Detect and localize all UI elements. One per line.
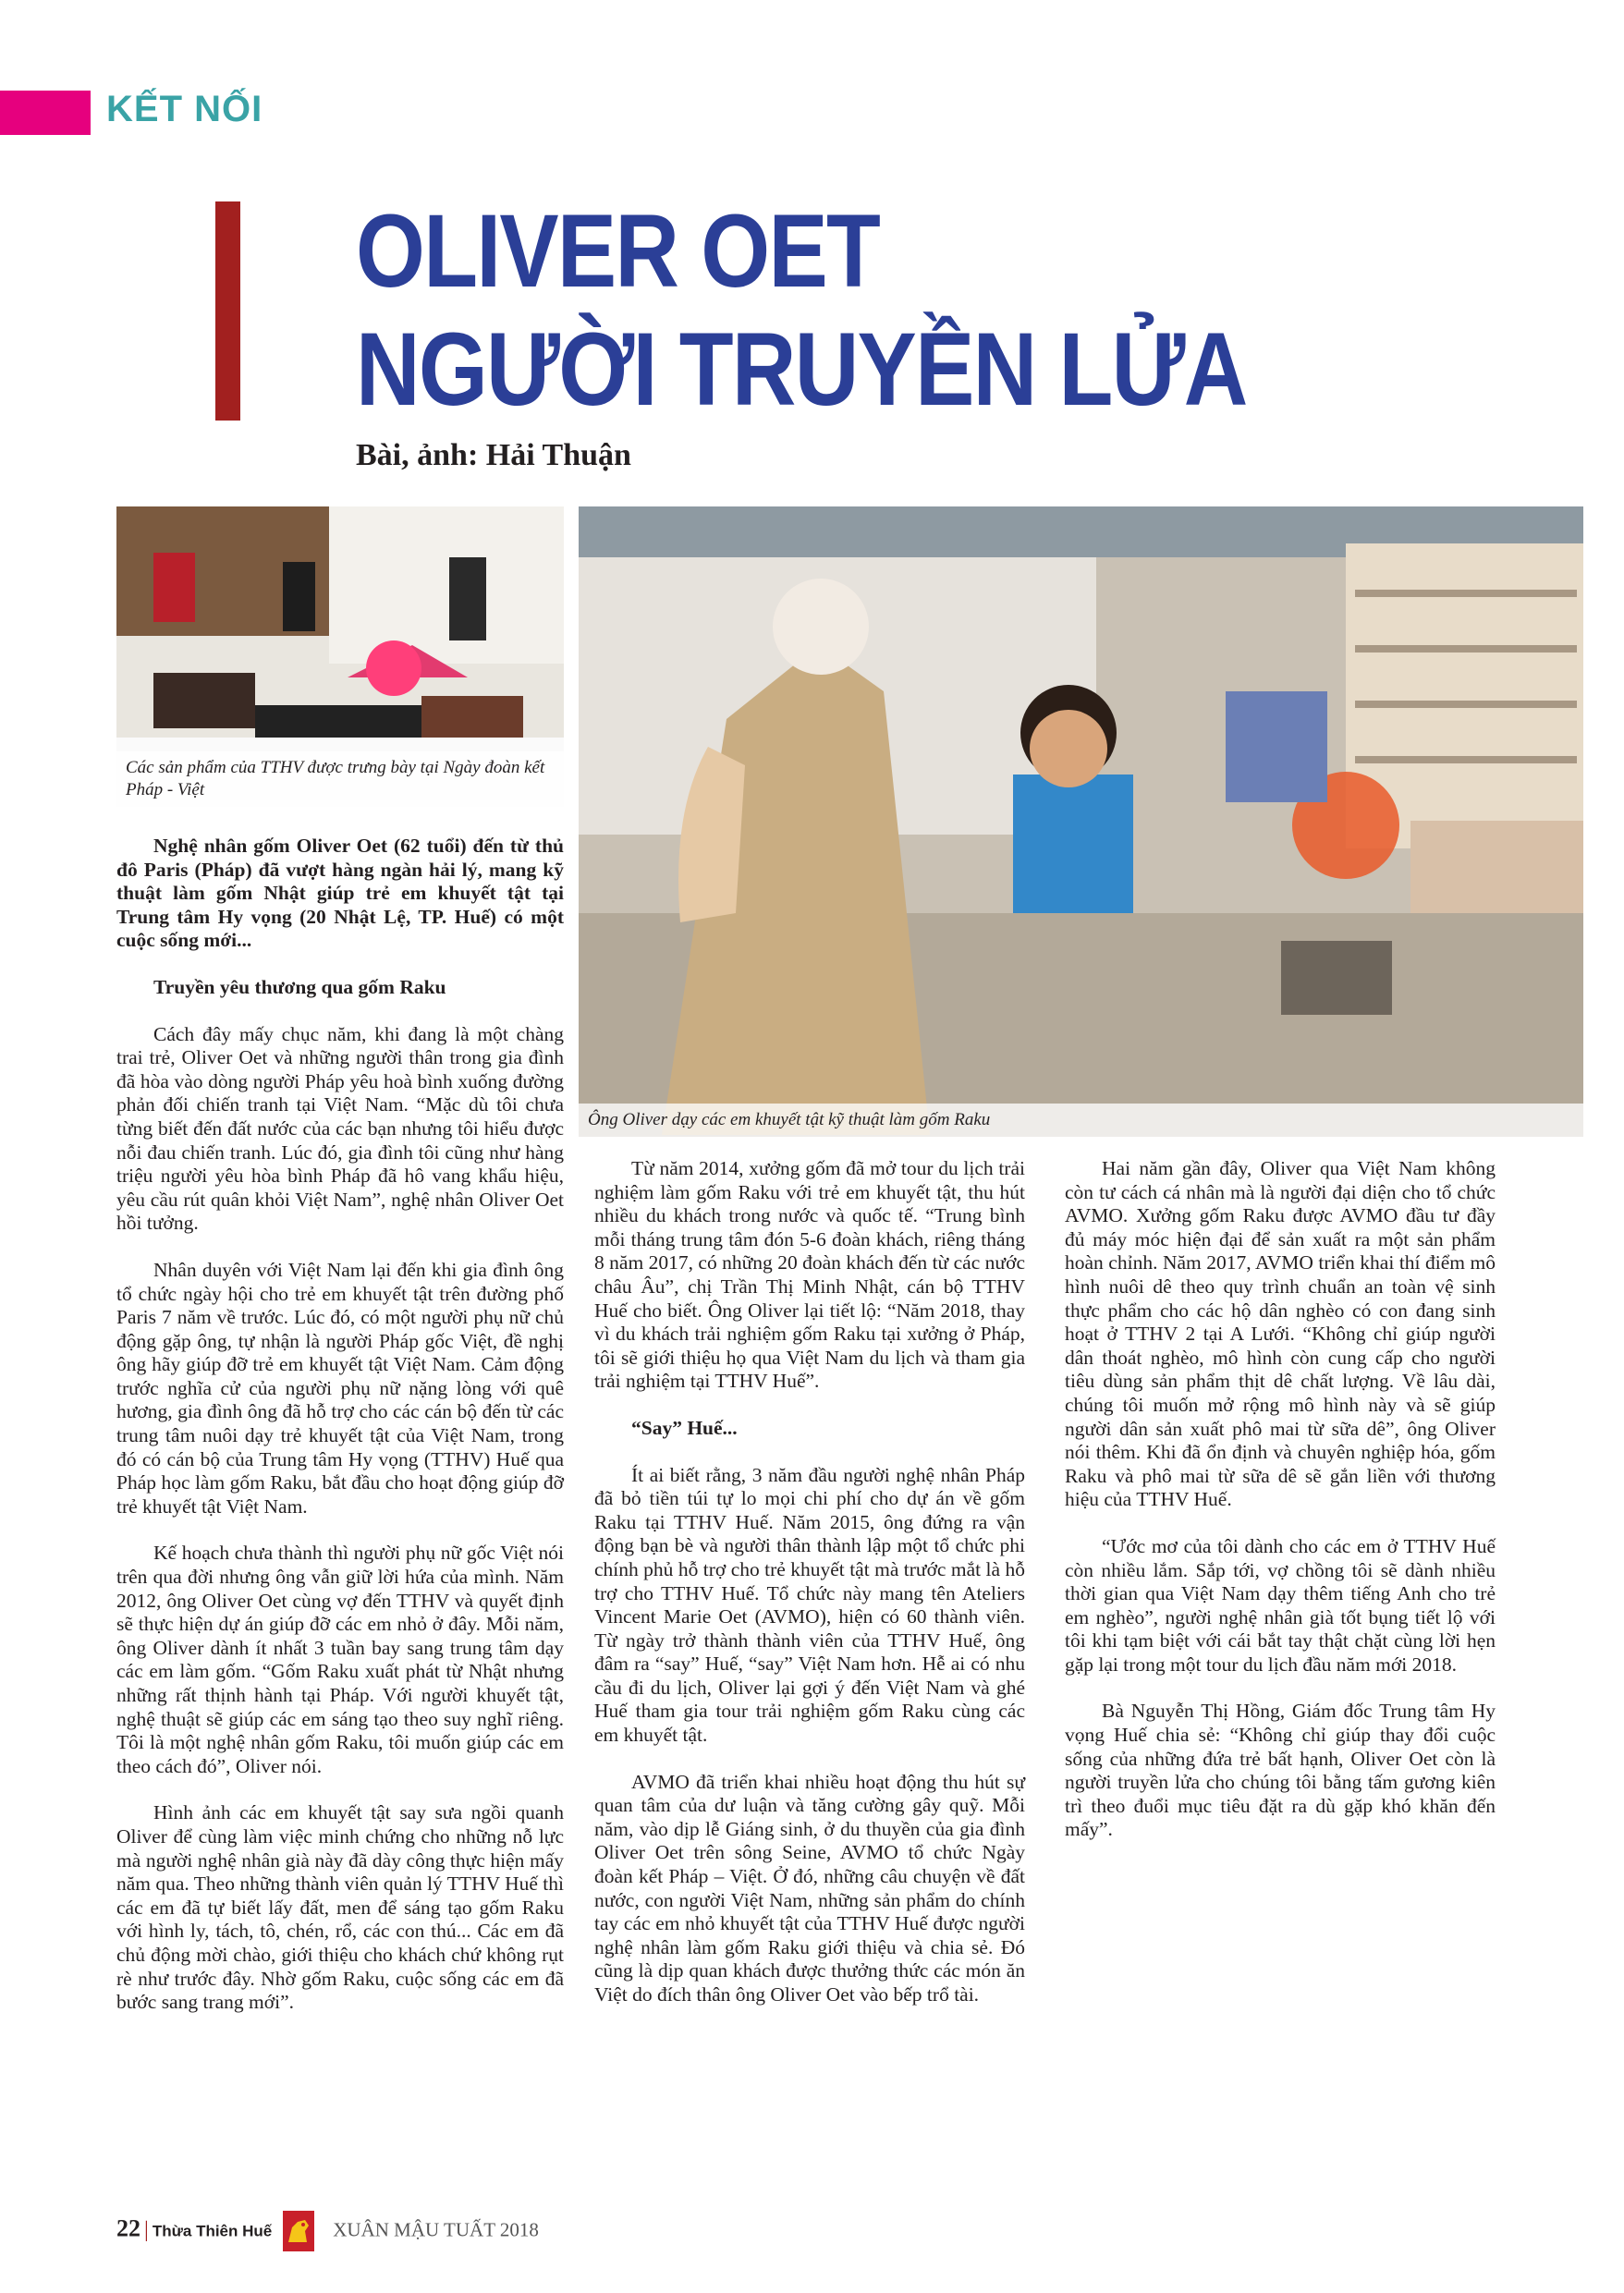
paragraph-2: Nhân duyên với Việt Nam lại đến khi gia đình ông tổ chức ngày hội cho trẻ em khuyết tật trên đường phố Paris 7 năm về trước. Lúc đó, có một người phụ nữ chủ động gặp ông, tự nhận là người Pháp gốc Việt, đề nghị ông hãy giúp đỡ trẻ em khuyết tật Việt Nam. Cảm động trước nghĩa cử của người phụ nữ nặng lòng với quê hương, gia đình ông đã hỗ trợ cho các cán bộ đến từ các trung tâm nuôi dạy trẻ khuyết tật của Việt Nam, trong đó có cán bộ của Trung tâm Hy vọng (TTHV) Huế qua Pháp học làm gốm Raku, bắt đầu cho hoạt động giúp đỡ trẻ khuyết tật Việt Nam. — [116, 1258, 564, 1518]
section-color-bar — [0, 91, 91, 135]
workshop-photo — [579, 506, 1583, 1137]
page-title — [356, 192, 1247, 429]
footer-separator: | — [144, 2217, 149, 2242]
article-column-1 — [116, 835, 564, 2038]
article-column-2 — [594, 1157, 1025, 2031]
page-number: 22 — [116, 2214, 140, 2242]
issue-label: XUÂN MẬU TUẤT 2018 — [333, 2218, 539, 2241]
exhibit-photo — [116, 506, 564, 807]
workshop-caption: Ông Oliver dạy các em khuyết tật kỹ thuật làm gốm Raku — [579, 1104, 1583, 1137]
byline: Bài, ảnh: Hải Thuận — [356, 438, 631, 472]
title-line-1: OLIVER OET — [356, 193, 880, 309]
exhibit-caption: Các sản phẩm của TTHV được trưng bày tại Ngày đoàn kết Pháp - Việt — [116, 751, 564, 807]
title-accent-bar — [215, 201, 240, 421]
paragraph-7: AVMO đã triển khai nhiều hoạt động thu hút sự quan tâm của dư luận và tăng cường gây quỹ. Mỗi năm, vào dịp lễ Giáng sinh, ở du thuyền của gia đình Oliver Oet trên sông Seine, AVMO tổ chức Ngày đoàn kết Pháp – Việt. Ở đó, những câu chuyện về đất nước, con người Việt Nam, những sản phẩm do chính tay các em nhỏ khuyết tật của TTHV Huế được người nghệ nhân làm gốm Raku giới thiệu và chia sẻ. Đó cũng là dịp quan khách được thưởng thức các món ăn Việt do đích thân ông Oliver Oet vào bếp trổ tài. — [594, 1770, 1025, 2006]
paragraph-9: “Ước mơ của tôi dành cho các em ở TTHV Huế còn nhiều lắm. Sắp tới, vợ chồng tôi sẽ dành nhiều thời gian qua Việt Nam dạy thêm tiếng Anh cho trẻ em nghèo”, người nghệ nhân già tốt bụng tiết lộ với tôi khi tạm biệt với cái bắt tay thật chặt cùng lời hẹn gặp lại trong một tour du lịch đầu năm mới 2018. — [1065, 1534, 1496, 1676]
paragraph-3: Kế hoạch chưa thành thì người phụ nữ gốc Việt nói trên qua đời nhưng ông vẫn giữ lời hứa của mình. Năm 2012, ông Oliver Oet cùng vợ đến TTHV và quyết định sẽ thực hiện dự án giúp đỡ các em nhỏ ở đây. Mỗi năm, ông Oliver dành ít nhất 3 tuần bay sang trung tâm dạy các em làm gốm. “Gốm Raku xuất phát từ Nhật nhưng những rất thịnh hành tại Pháp. Với người khuyết tật, nghệ thuật sẽ giúp các em sáng tạo theo suy nghĩ riêng. Tôi là một nghệ nhân gốm Raku, tôi muốn giúp các em theo cách đó”, Oliver nói. — [116, 1542, 564, 1777]
page-footer — [116, 2211, 539, 2251]
paragraph-1: Cách đây mấy chục năm, khi đang là một chàng trai trẻ, Oliver Oet và những người thân trong gia đình đã hòa vào dòng người Pháp yêu hoà bình xuống đường phản đối chiến tranh tại Việt Nam. “Mặc dù tôi chưa từng biết đến đất nước của các bạn nhưng tôi hiểu được nỗi đau chiến tranh. Lúc đó, gia đình tôi cũng như hàng triệu người yêu hòa bình Pháp đã hô vang khẩu hiệu, yêu cầu rút quân khỏi Việt Nam”, nghệ nhân Oliver Oet hồi tưởng. — [116, 1022, 564, 1235]
publication-name: Thừa Thiên Huế — [152, 2222, 273, 2240]
subheading-say-hue: “Say” Huế... — [631, 1416, 738, 1439]
subheading-raku: Truyền yêu thương qua gốm Raku — [153, 975, 446, 998]
workshop-illustration — [579, 506, 1583, 1137]
paragraph-5: Từ năm 2014, xưởng gốm đã mở tour du lịch trải nghiệm làm gốm Raku với trẻ em khuyết tật, thu hút nhiều du khách trong nước và quốc tế. “Trung bình mỗi tháng trung tâm đón 5-6 đoàn khách, riêng tháng 8 năm 2017, có những 20 đoàn khách đến từ các nước châu Âu”, chị Trần Thị Minh Nhật, cán bộ TTHV Huế cho biết. Ông Oliver lại tiết lộ: “Năm 2018, thay vì du khách trải nghiệm gốm Raku tại xưởng ở Pháp, tôi sẽ giới thiệu họ qua Việt Nam du lịch và tham gia trải nghiệm tại TTHV Huế”. — [594, 1157, 1025, 1393]
paragraph-4: Hình ảnh các em khuyết tật say sưa ngồi quanh Oliver để cùng làm việc minh chứng cho những nỗ lực mà người nghệ nhân già này đã dày công thực hiện mấy năm qua. Theo những thành viên quản lý TTHV Huế thì các em đã tự biết lấy đất, men để sáng tạo gốm Raku với hình ly, tách, tô, chén, rổ, các con thú... Các em đã chủ động mời chào, giới thiệu cho khách chứ không rụt rè như trước đây. Nhờ gốm Raku, cuộc sống các em đã bước sang trang mới”. — [116, 1801, 564, 2014]
paragraph-10: Bà Nguyễn Thị Hồng, Giám đốc Trung tâm Hy vọng Huế chia sẻ: “Không chỉ giúp thay đổi cuộc sống của những đứa trẻ bất hạnh, Oliver Oet còn là người truyền lửa cho chúng tôi bằng tấm gương kiên trì theo đuổi mục tiêu đặt ra dù gặp khó khăn đến mấy”. — [1065, 1700, 1496, 1841]
section-label: KẾT NỐI — [106, 89, 263, 129]
lead-paragraph: Nghệ nhân gốm Oliver Oet (62 tuổi) đến từ thủ đô Paris (Pháp) đã vượt hàng ngàn hải lý, mang kỹ thuật làm gốm Nhật giúp trẻ em khuyết tật tại Trung tâm Hy vọng (20 Nhật Lệ, TP. Huế) có một cuộc sống mới... — [116, 835, 564, 952]
title-line-2: NGƯỜI TRUYỀN LỬA — [356, 311, 1247, 427]
paragraph-6: Ít ai biết rằng, 3 năm đầu người nghệ nhân Pháp đã bỏ tiền túi tự lo mọi chi phí cho dự án về gốm Raku tại TTHV Huế. Năm 2015, ông đứng ra vận động bạn bè và người thân thành lập một tổ chức phi chính phủ hỗ trợ cho trẻ khuyết tật mà trước mắt là hỗ trợ cho TTHV Huế. Tổ chức này mang tên Ateliers Vincent Marie Oet (AVMO), hiện có 60 thành viên. Từ ngày trở thành thành viên của TTHV Huế, ông đâm ra “say” Huế, “say” Việt Nam hơn. Hễ ai có nhu cầu đi du lịch, Oliver lại gợi ý đến Việt Nam và ghé Huế tham gia tour trải nghiệm gốm Raku cùng các em khuyết tật. — [594, 1463, 1025, 1747]
dog-logo-icon — [283, 2211, 314, 2251]
article-column-3 — [1065, 1157, 1496, 1865]
paragraph-8: Hai năm gần đây, Oliver qua Việt Nam không còn tư cách cá nhân mà là người đại diện cho tổ chức AVMO. Xưởng gốm Raku được AVMO đầu tư đầy đủ máy móc hiện đại để sản xuất ra một sản phẩm hoàn chỉnh. Năm 2017, AVMO triển khai thí điểm mô hình nuôi dê theo quy trình chuẩn an toàn vệ sinh thực phẩm cho các hộ dân nghèo có con đang sinh hoạt ở TTHV 2 tại A Lưới. “Không chỉ giúp người dân thoát nghèo, mô hình còn cung cấp cho người tiêu dùng sản phẩm thịt dê chất lượng. Về lâu dài, chúng tôi muốn mở rộng mô hình này và sẽ giúp người dân sản xuất phô mai từ sữa dê”, ông Oliver nói thêm. Khi đã ổn định và chuyên nghiệp hóa, gốm Raku và phô mai từ sữa dê sẽ gắn liền với thương hiệu của TTHV Huế. — [1065, 1157, 1496, 1511]
